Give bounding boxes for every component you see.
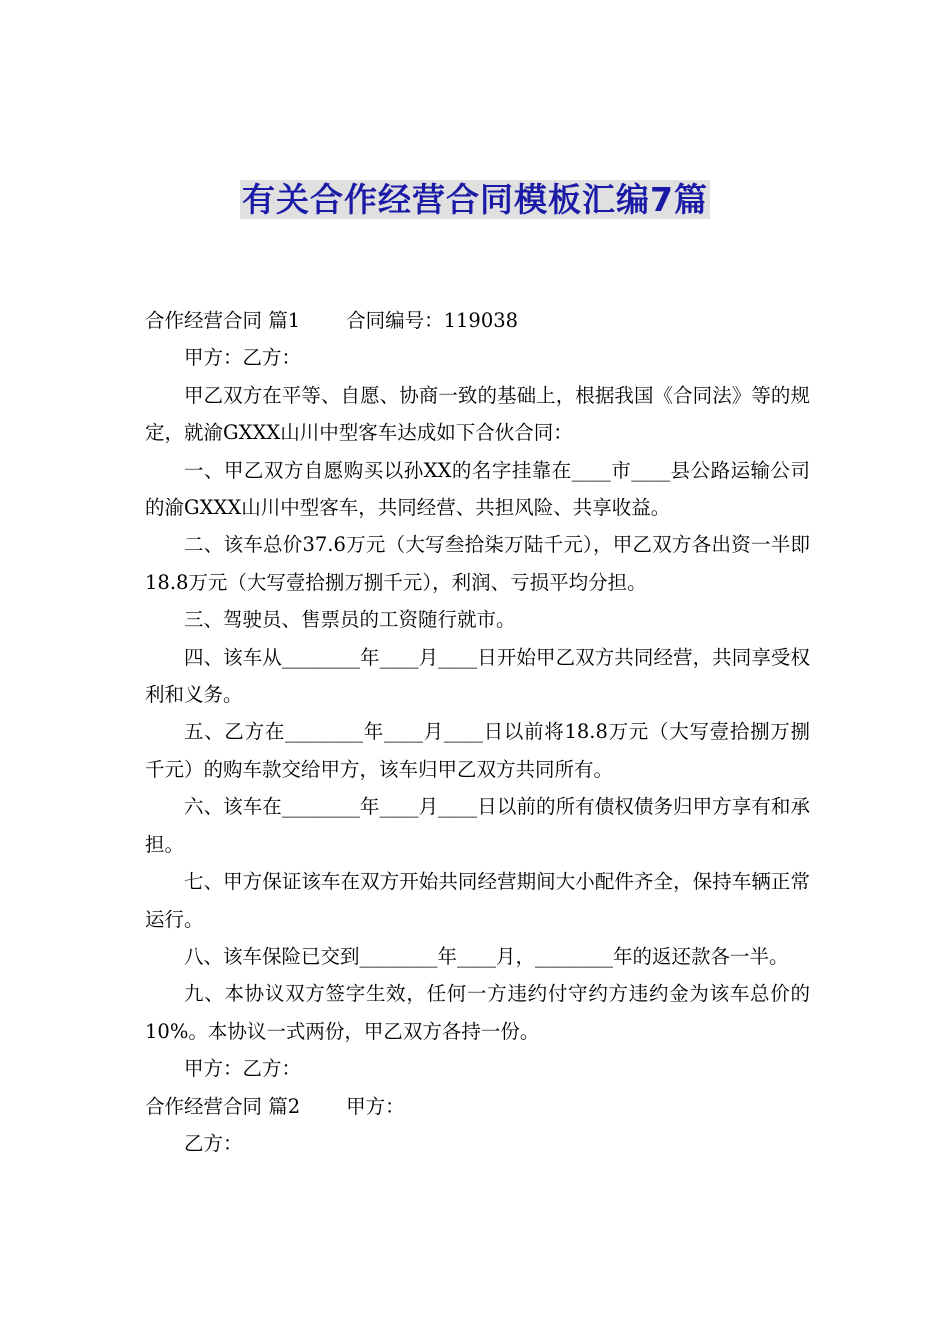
section-2-heading: 合作经营合同 篇2	[145, 1094, 301, 1118]
section-1-heading-line	[145, 302, 810, 339]
section-2-party-a: 甲方：	[346, 1094, 405, 1118]
clause-2: 二、该车总价37.6万元（大写叁拾柒万陆千元），甲乙双方各出资一半即18.8万元（大写壹拾捌万捌千元），利润、亏损平均分担。	[145, 533, 810, 594]
intro-paragraph: 甲乙双方在平等、自愿、协商一致的基础上，根据我国《合同法》等的规定，就渝GXXX山川中型客车达成如下合伙合同：	[145, 383, 810, 445]
clause-3: 三、驾驶员、售票员的工资随行就市。	[184, 608, 516, 632]
document-title-text: 有关合作经营合同模板汇编7篇	[242, 180, 708, 219]
clause-4: 四、该车从________年____月____日开始甲乙双方共同经营，共同享受权利和义务。	[145, 645, 810, 707]
clause-7: 七、甲方保证该车在双方开始共同经营期间大小配件齐全，保持车辆正常运行。	[145, 870, 810, 931]
clause-8: 八、该车保险已交到________年____月，________年的返还款各一半。	[184, 944, 789, 968]
document-body	[145, 302, 810, 1162]
parties-line: 甲方：乙方：	[184, 346, 302, 370]
section-2-heading-line	[145, 1088, 810, 1125]
section-1-heading: 合作经营合同 篇1	[145, 309, 301, 332]
clause-5: 五、乙方在________年____月____日以前将18.8万元（大写壹拾捌万捌千元）的购车款交给甲方，该车归甲乙双方共同所有。	[145, 720, 810, 781]
section-2-party-b: 乙方：	[184, 1131, 243, 1155]
signature-line: 甲方：乙方：	[184, 1057, 302, 1081]
clause-9: 九、本协议双方签字生效，任何一方违约付守约方违约金为该车总价的10%。本协议一式两份，甲乙双方各持一份。	[145, 982, 810, 1043]
clause-6: 六、该车在________年____月____日以前的所有债权债务归甲方享有和承担。	[145, 795, 810, 856]
document-title	[0, 175, 950, 225]
contract-number: 合同编号：119038	[346, 309, 519, 332]
clause-1: 一、甲乙双方自愿购买以孙XX的名字挂靠在____市____县公路运输公司的渝GXXX山川中型客车，共同经营、共担风险、共享收益。	[145, 458, 810, 520]
